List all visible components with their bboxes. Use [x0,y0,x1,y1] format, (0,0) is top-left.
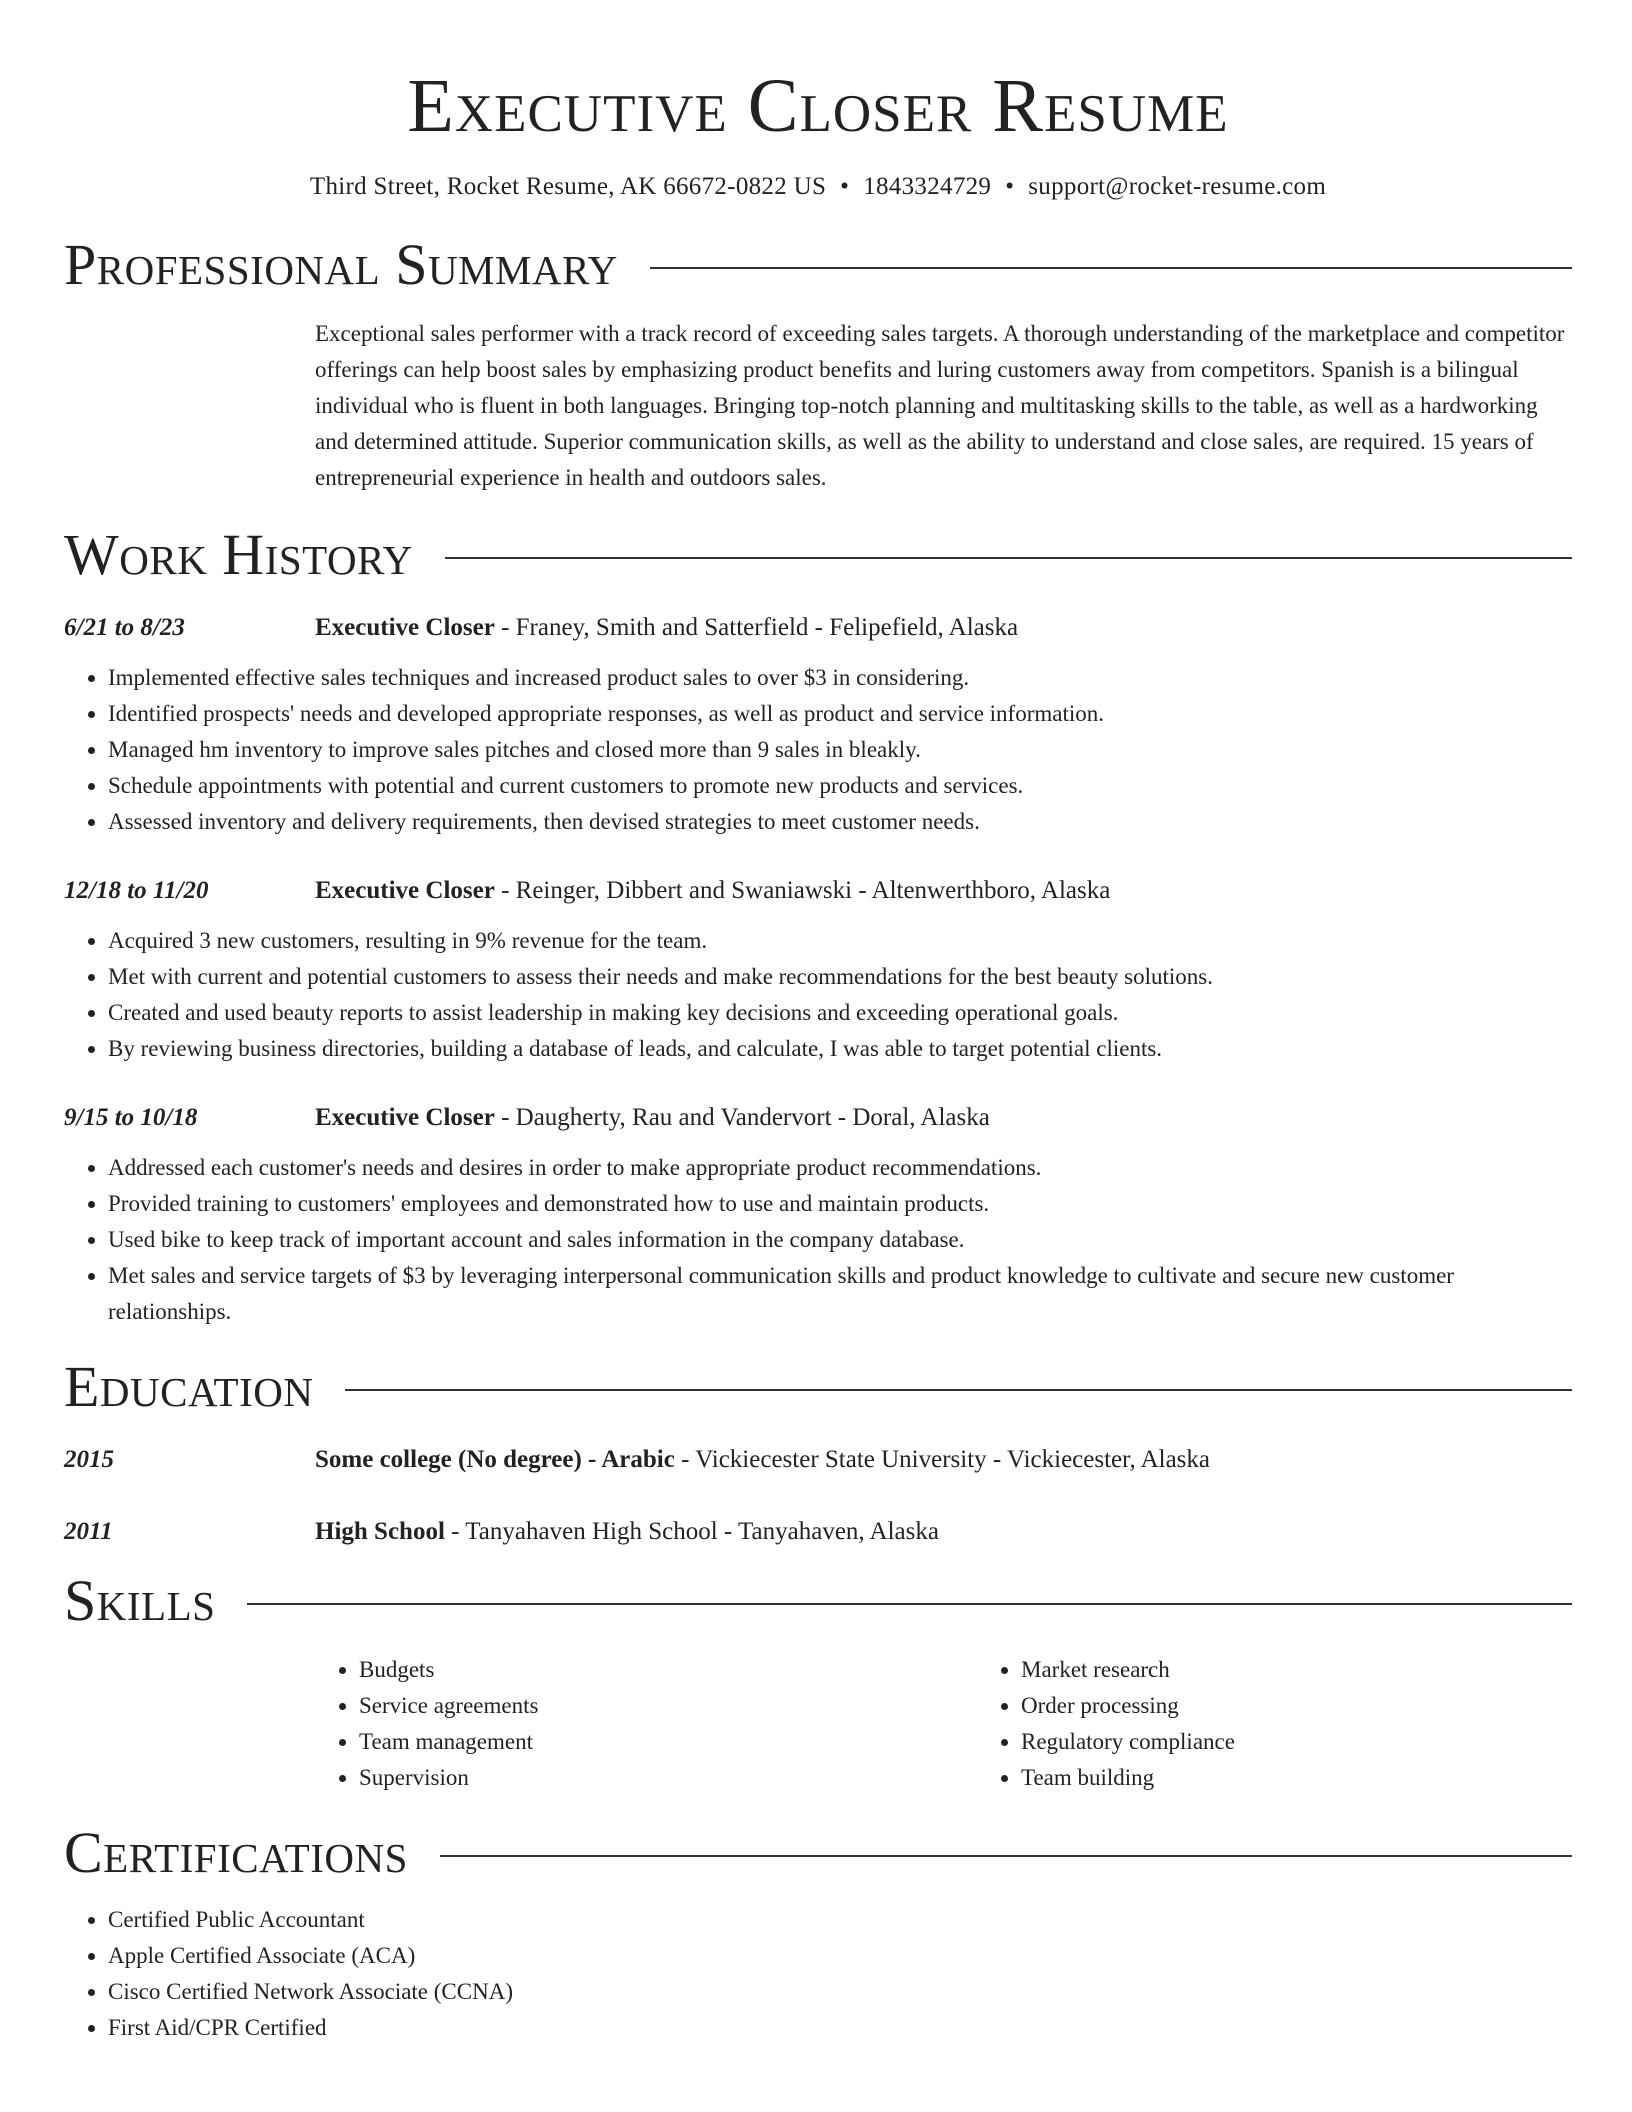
section-header-summary [64,232,1572,298]
list-item: • Used bike to keep track of important account and sales information in the company database. [108,1222,1572,1258]
job-entry [64,1100,1572,1330]
job-heading [315,873,1110,909]
section-header-certifications [64,1820,1572,1886]
section-heading: Certifications [64,1820,408,1885]
resume-page [64,0,1572,2046]
list-item: • Regulatory compliance [1021,1724,1235,1760]
skills-list [315,1652,1572,1796]
summary-text: Exceptional sales performer with a track record of exceeding sales targets. A thorough understanding of the marketplace and competitor offerings can help boost sales by emphasizing product benefits and luring customers away from competitors. Spanish is a bilingual individual who is fluent in both languages. Bringing top-notch planning and multitasking skills to the table, as well as a hardworking and determined attitude. Superior communication skills, as well as the ability to understand and close sales, are required. 15 years of entrepreneurial experience in health and outdoors sales. [315,321,1565,490]
list-item: • Acquired 3 new customers, resulting in 9% revenue for the team. [108,923,1572,959]
job-details: - Franey, Smith and Satterfield - Felipefield, Alaska [494,614,1019,641]
education-entry [64,1442,1572,1478]
section-divider [345,1389,1572,1391]
list-item: • Met sales and service targets of $3 by leveraging interpersonal communication skills and product knowledge to cultivate and secure new customer relationships. [108,1258,1572,1330]
list-item: • Cisco Certified Network Associate (CCNA) [108,1974,1572,2010]
education-details: - Vickiecester State University - Vickiecester, Alaska [674,1446,1211,1473]
list-item: • Certified Public Accountant [108,1902,1572,1938]
list-item: • Market research [1021,1652,1235,1688]
contact-phone: 1843324729 [863,173,992,200]
job-details: - Daugherty, Rau and Vandervort - Doral, Alaska [494,1104,990,1131]
list-item: • Service agreements [359,1688,977,1724]
list-item: • Supervision [359,1760,977,1796]
contact-line [64,170,1572,204]
education-degree: High School [315,1518,445,1545]
list-item: • Created and used beauty reports to assist leadership in making key decisions and exceeding operational goals. [108,995,1572,1031]
job-entry [64,873,1572,1067]
section-header-skills [64,1568,1572,1634]
contact-separator: • [840,173,850,200]
job-dates: 9/15 to 10/18 [64,1104,198,1131]
contact-address: Third Street, Rocket Resume, AK 66672-0822 US [309,173,827,200]
section-divider [440,1855,1572,1857]
list-item: • Provided training to customers' employees and demonstrated how to use and maintain products. [108,1186,1572,1222]
certifications-list [64,1902,1572,2046]
list-item: • Managed hm inventory to improve sales pitches and closed more than 9 sales in bleakly. [108,732,1572,768]
resume-title: Executive Closer Resume [407,64,1229,148]
education-year: 2011 [64,1518,113,1545]
list-item: • First Aid/CPR Certified [108,2010,1572,2046]
skills-column [315,1652,977,1796]
list-item: • Implemented effective sales techniques and increased product sales to over $3 in considering. [108,660,1572,696]
list-item: • Schedule appointments with potential and current customers to promote new products and services. [108,768,1572,804]
list-item: • Addressed each customer's needs and desires in order to make appropriate product recommendations. [108,1150,1572,1186]
list-item: • Team building [1021,1760,1235,1796]
job-title: Executive Closer [315,877,495,904]
list-item: • Identified prospects' needs and developed appropriate responses, as well as product and service information. [108,696,1572,732]
job-bullets [64,923,1572,1067]
section-divider [445,557,1572,559]
list-item: • By reviewing business directories, building a database of leads, and calculate, I was able to target potential clients. [108,1031,1572,1067]
education-heading [315,1442,1210,1478]
skills-column [977,1652,1235,1796]
section-header-work-history [64,522,1572,588]
section-heading: Education [64,1354,314,1419]
job-heading [315,610,1018,646]
education-heading [315,1514,939,1550]
contact-email: support@rocket-resume.com [1028,173,1327,200]
education-year: 2015 [64,1446,114,1473]
list-item: • Order processing [1021,1688,1235,1724]
job-details: - Reinger, Dibbert and Swaniawski - Altenwerthboro, Alaska [494,877,1111,904]
section-heading: Work History [64,522,413,587]
education-degree: Some college (No degree) - Arabic [315,1446,675,1473]
section-heading: Skills [64,1568,216,1633]
job-dates: 12/18 to 11/20 [64,877,209,904]
education-details: - Tanyahaven High School - Tanyahaven, Alaska [444,1518,939,1545]
list-item: • Apple Certified Associate (ACA) [108,1938,1572,1974]
list-item: • Team management [359,1724,977,1760]
list-item: • Assessed inventory and delivery requirements, then devised strategies to meet customer needs. [108,804,1572,840]
contact-separator: • [1005,173,1015,200]
job-heading [315,1100,990,1136]
section-divider [650,267,1572,269]
education-entry [64,1514,1572,1550]
list-item: • Met with current and potential customers to assess their needs and make recommendations for the best beauty solutions. [108,959,1572,995]
section-header-education [64,1354,1572,1420]
job-bullets [64,660,1572,840]
section-heading: Professional Summary [64,232,618,297]
job-dates: 6/21 to 8/23 [64,614,185,641]
list-item: • Budgets [359,1652,977,1688]
job-bullets [64,1150,1572,1330]
job-title: Executive Closer [315,614,495,641]
job-title: Executive Closer [315,1104,495,1131]
section-divider [247,1603,1572,1605]
job-entry [64,610,1572,840]
